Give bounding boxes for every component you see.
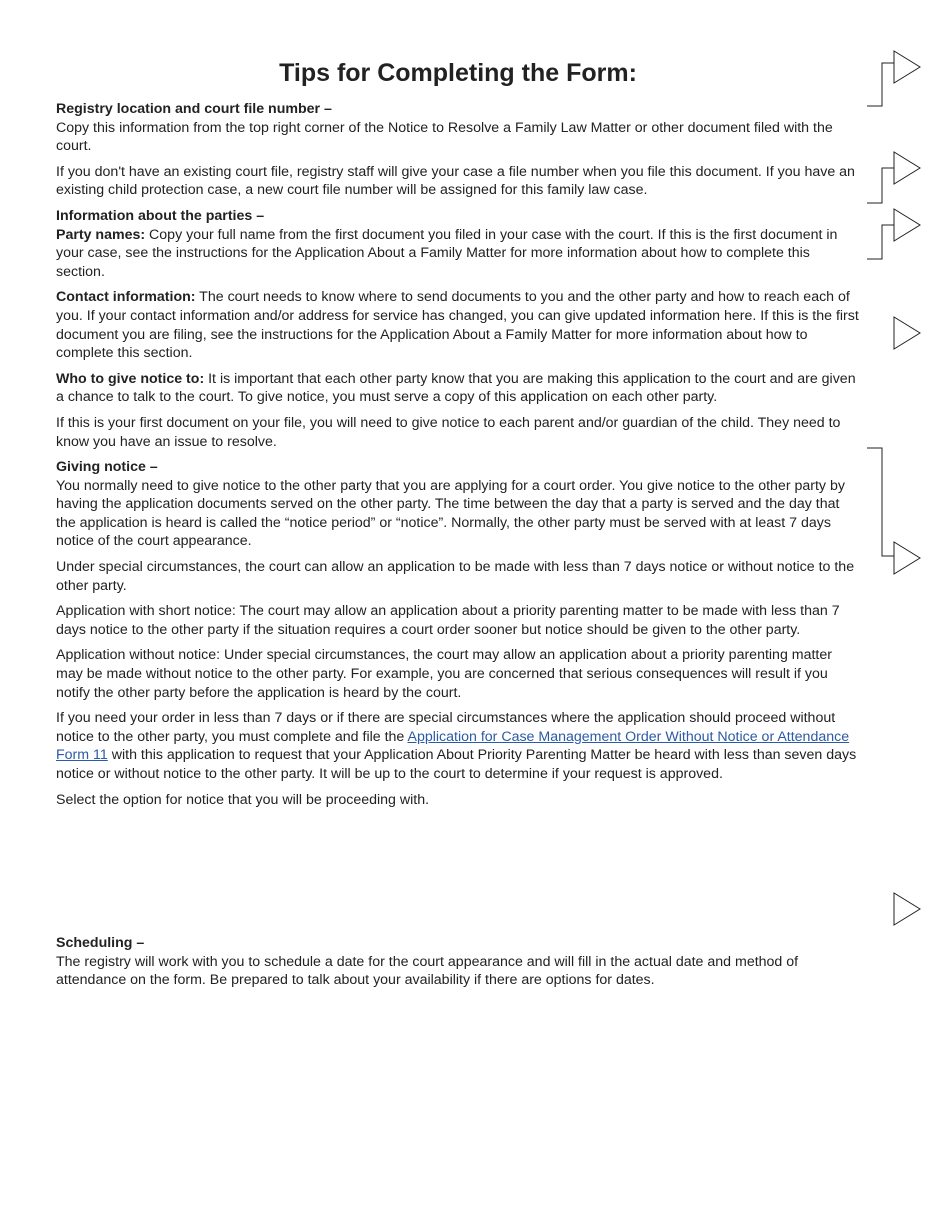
select-option-paragraph: Select the option for notice that you will be proceeding with. <box>56 791 430 808</box>
blank-space <box>56 816 860 934</box>
scheduling-paragraph: The registry will work with you to schedule a date for the court appearance and will fill in the actual date and method of attendance on the form. Be prepared to talk about your availability if there are options for dates. <box>56 953 799 989</box>
contact-info-paragraph <box>56 288 860 362</box>
bracket-line-2 <box>867 168 894 203</box>
giving-notice-section <box>56 458 860 809</box>
registry-section <box>56 100 860 200</box>
bracket-line-3 <box>867 225 894 259</box>
scheduling-heading: Scheduling – <box>56 935 145 952</box>
form-11-paragraph <box>56 709 860 783</box>
contact-info-label: Contact information: <box>56 289 196 306</box>
giving-notice-heading: Giving notice – <box>56 459 158 476</box>
form-11-link[interactable]: Application for Case Management Order Without Notice or Attendance Form 11 <box>56 728 850 764</box>
parties-section <box>56 207 860 451</box>
page-title: Tips for Completing the Form: <box>279 59 637 87</box>
registry-heading: Registry location and court file number – <box>56 101 332 117</box>
margin-pointers <box>860 0 950 1230</box>
pointer-arrow-icon-4 <box>894 317 920 349</box>
pointer-arrow-icon-2 <box>894 152 920 184</box>
party-names-text: Copy your full name from the first document you filed in your case with the court. If this is the first document in your case, see the instructions for the Application About a Family Matter for more information about how to complete this section. <box>56 226 838 280</box>
pointer-arrow-icon-1 <box>894 51 920 83</box>
first-document-paragraph: If this is your first document on your file, you will need to give notice to each parent and/or guardian of the child. They need to know you have an issue to resolve. <box>56 414 841 450</box>
without-notice-paragraph: Application without notice: Under special circumstances, the court may allow an application about a priority parenting matter may be made without notice to the other party. For example, you are concerned that serious consequences will result if you notify the other party before the application is heard by the court. <box>56 647 832 701</box>
notice-to-text: It is important that each other party know that you are making this application to the court and are given a chance to talk to the court. To give notice, you must serve a copy of this application on each other party. <box>56 370 856 406</box>
pointer-arrow-icon-6 <box>894 893 920 925</box>
party-names-paragraph <box>56 226 860 282</box>
giving-notice-paragraph-1: You normally need to give notice to the other party that you are applying for a court order. You give notice to the other party by having the application documents served on the other party. The time between the day that a party is served and the day that the application is heard is called the “notice period” or “notice”. Normally, the other party must be served with at least 7 days notice of the court appearance. <box>56 477 845 550</box>
notice-to-paragraph <box>56 370 860 407</box>
bracket-line-5 <box>867 448 894 556</box>
short-notice-paragraph: Application with short notice: The court may allow an application about a priority parenting matter to be made with less than 7 days notice to the other party if the situation requires a court order sooner but notice should be given to the other party. <box>56 603 840 638</box>
pointer-arrow-icon-5 <box>894 542 920 574</box>
pointer-arrow-icon-3 <box>894 209 920 241</box>
registry-paragraph-1: Copy this information from the top right corner of the Notice to Resolve a Family Law Matter or other document filed with the court. <box>56 119 833 155</box>
party-names-label: Party names: <box>56 226 146 243</box>
scheduling-section <box>56 934 860 990</box>
form-11-text-after: with this application to request that your Application About Priority Parenting Matter be heard with less than seven days notice or without notice to the other party. It will be up to the court to determine if your request is approved. <box>56 747 857 782</box>
parties-heading: Information about the parties – <box>56 207 265 224</box>
contact-info-text: The court needs to know where to send documents to you and the other party and how to reach each of you. If your contact information and/or address for service has changed, you can give updated information here. If this is the first document you are filing, see the instructions for the Application About a Family Matter for more information about how to complete this section. <box>56 289 859 362</box>
giving-notice-paragraph-2: Under special circumstances, the court can allow an application to be made with less than 7 days notice or without notice to the other party. <box>56 559 855 594</box>
tips-page <box>56 56 860 997</box>
registry-paragraph-2: If you don't have an existing court file, registry staff will give your case a file number when you file this document. If you have an existing child protection case, a new court file number will be assigned for this family law case. <box>56 163 855 199</box>
form-11-text-before: If you need your order in less than 7 days or if there are special circumstances where the application should proceed without notice to the other party, you must complete and file the <box>56 710 836 745</box>
bracket-line-1 <box>867 63 894 106</box>
notice-to-label: Who to give notice to: <box>56 370 205 387</box>
